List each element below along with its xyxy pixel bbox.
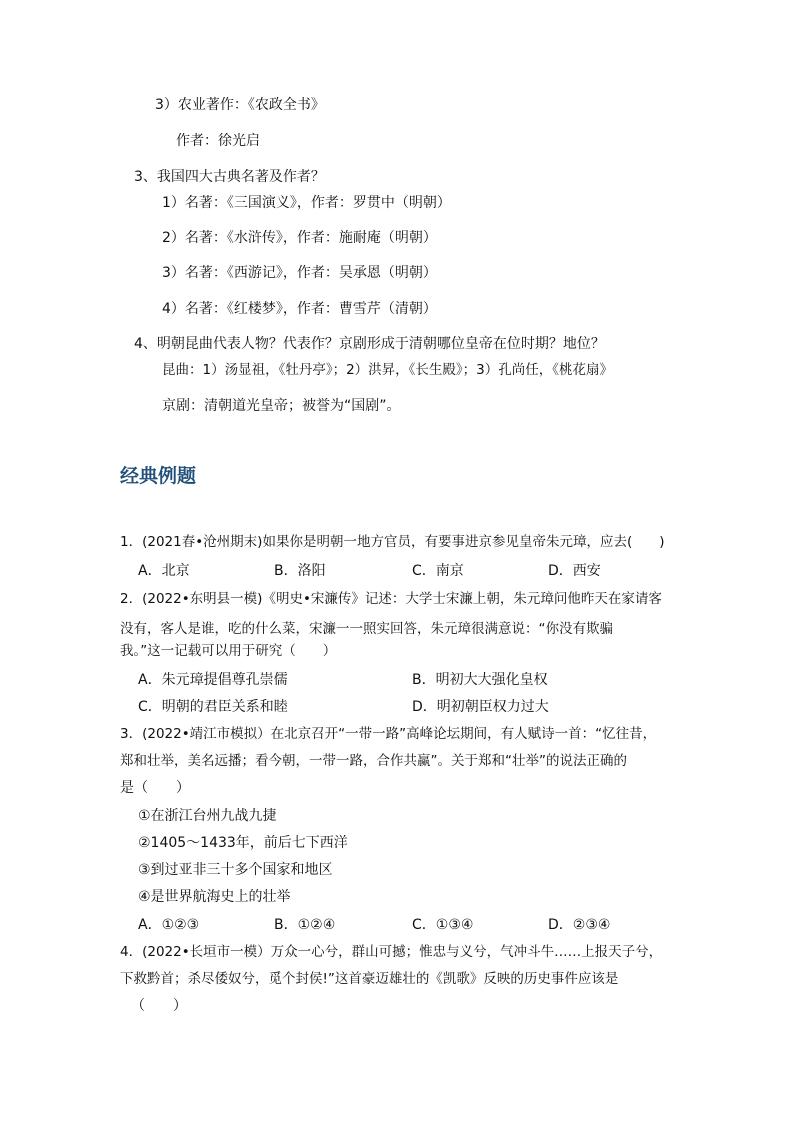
question-stem: 1．(2021春•沧州期末)如果你是明朝一地方官员，有要事进京参见皇帝朱元璋，应去( ) (120, 534, 665, 550)
question-stem: 下救黔首；杀尽倭奴兮，觅个封侯!”这首豪迈雄壮的《凯歌》反映的历史事件应该是 (120, 971, 619, 987)
question-stem: 4．(2022•长垣市一模）万众一心兮，群山可撼；惟忠与义兮，气冲斗牛……上报天子兮， (120, 944, 663, 960)
option-b: B．洛阳 (274, 563, 326, 579)
option-a: A．北京 (138, 563, 190, 579)
option-b: B．①②④ (274, 917, 336, 933)
question-stem: 郑和壮举，美名远播；看今朝，一带一路，合作共赢”。关于郑和“壮举”的说法正确的 (120, 753, 627, 769)
question-stem: （ ） (131, 998, 187, 1014)
question-stem: 3．(2022•靖江市模拟）在北京召开“一带一路”高峰论坛期间，有人赋诗一首：“忆往昔， (120, 726, 657, 742)
option-d: D．西安 (548, 563, 601, 579)
question-heading: 3、我国四大古典名著及作者？ (134, 169, 325, 185)
option-d: D．②③④ (548, 917, 611, 933)
option-c: C．①③④ (412, 917, 474, 933)
text-line: 2）名著：《水浒传》，作者：施耐庵（明朝） (162, 230, 437, 246)
option-d: D．明初朝臣权力过大 (412, 699, 549, 715)
statement-item: ①在浙江台州九战九捷 (138, 808, 277, 824)
text-line: 1）名著：《三国演义》，作者：罗贯中（明朝） (162, 195, 451, 211)
text-line: 京剧：清朝道光皇帝；被誉为“国剧”。 (162, 398, 401, 414)
text-line: 3）农业著作：《农政全书》 (155, 97, 325, 113)
question-heading: 4、明朝昆曲代表人物？代表作？京剧形成于清朝哪位皇帝在位时期？地位？ (134, 336, 605, 352)
text-line: 作者：徐光启 (176, 133, 260, 149)
section-title: 经典例题 (120, 465, 197, 487)
option-b: B．明初大大强化皇权 (412, 672, 548, 688)
statement-item: ③到过亚非三十多个国家和地区 (138, 862, 333, 878)
text-line: 昆曲：1）汤显祖，《牡丹亭》；2）洪昇，《长生殿》；3）孔尚任，《桃花扇》 (162, 362, 614, 378)
option-a: A．朱元璋提倡尊孔崇儒 (138, 672, 288, 688)
question-stem: 没有，客人是谁，吃的什么菜，宋濂一一照实回答，朱元璋很满意说：“你没有欺骗 (120, 621, 613, 637)
statement-item: ②1405～1433年，前后七下西洋 (138, 835, 348, 851)
option-c: C．明朝的君臣关系和睦 (138, 699, 288, 715)
text-line: 4）名著：《红楼梦》，作者：曹雪芹（清朝） (162, 301, 437, 317)
question-stem: 2．(2022•东明县一模)《明史•宋濂传》记述：大学士宋濂上朝，朱元璋问他昨天在家请客 (120, 591, 662, 607)
option-a: A．①②③ (138, 917, 200, 933)
text-line: 3）名著：《西游记》，作者：吴承恩（明朝） (162, 265, 437, 281)
statement-item: ④是世界航海史上的壮举 (138, 889, 291, 905)
question-stem: 我。”这一记载可以用于研究（ ） (120, 643, 337, 659)
question-stem: 是（ ） (120, 780, 190, 796)
option-c: C．南京 (412, 563, 464, 579)
